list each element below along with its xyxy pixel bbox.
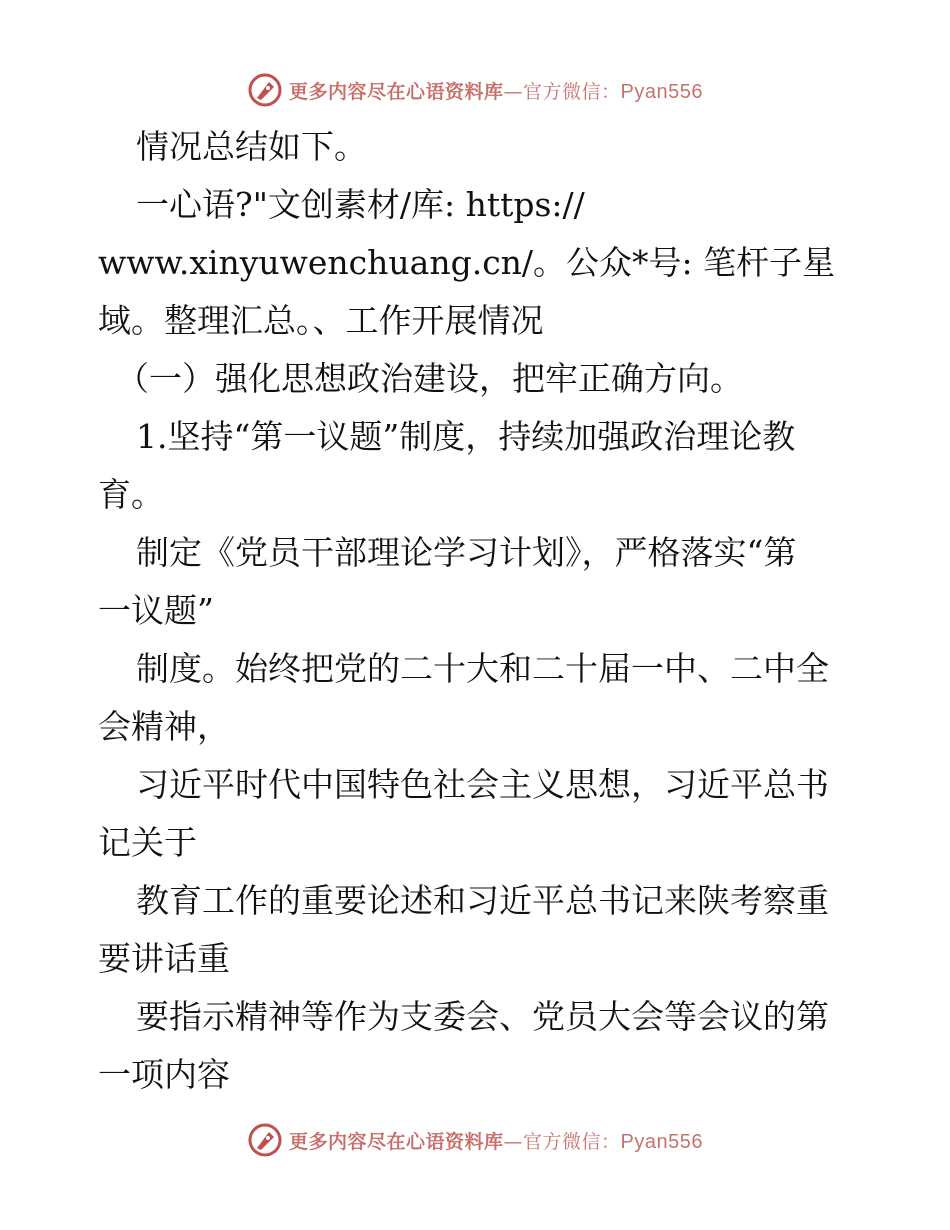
header-banner-dash: — xyxy=(503,80,524,103)
header-banner-id: Pyan556 xyxy=(620,80,703,103)
pen-nib-seal-icon xyxy=(247,72,283,108)
footer-banner-text xyxy=(289,1127,703,1154)
document-body xyxy=(98,118,858,1104)
doc-line: 要讲话重 xyxy=(98,939,230,978)
doc-line: 教育工作的重要论述和习近平总书记来陕考察重 xyxy=(136,881,829,920)
doc-line: 一心语?"文创素材/库: https:// xyxy=(136,185,585,224)
footer-banner-label: 官方微信： xyxy=(523,1130,621,1153)
header-banner-label: 官方微信： xyxy=(523,80,621,103)
doc-line: 习近平时代中国特色社会主义思想，习近平总书 xyxy=(136,765,829,804)
doc-line: www.xinyuwenchuang.cn/。公众*号: 笔杆子星 xyxy=(98,243,836,282)
pen-nib-seal-icon xyxy=(247,1122,283,1158)
footer-banner-main: 更多内容尽在心语资料库 xyxy=(289,1130,504,1153)
footer-banner xyxy=(0,1118,950,1162)
header-banner-text xyxy=(289,77,703,104)
header-banner-main: 更多内容尽在心语资料库 xyxy=(289,80,504,103)
doc-line: 育。 xyxy=(98,475,164,514)
doc-line: 要指示精神等作为支委会、党员大会等会议的第 xyxy=(136,997,829,1036)
doc-line: 1.坚持“第一议题”制度，持续加强政治理论教 xyxy=(136,417,796,456)
doc-line: 制度。始终把党的二十大和二十届一中、二中全 xyxy=(136,649,829,688)
doc-line: （一）强化思想政治建设，把牢正确方向。 xyxy=(116,359,743,398)
doc-line: 域。整理汇总。、工作开展情况 xyxy=(98,301,544,340)
doc-line: 一议题” xyxy=(98,591,214,630)
header-banner xyxy=(0,68,950,112)
doc-line: 一项内容 xyxy=(98,1055,230,1094)
footer-banner-id: Pyan556 xyxy=(620,1130,703,1153)
doc-line: 记关于 xyxy=(98,823,197,862)
doc-line: 会精神， xyxy=(98,707,230,746)
doc-line: 制定《党员干部理论学习计划》，严格落实“第 xyxy=(136,533,797,572)
doc-line: 情况总结如下。 xyxy=(136,127,367,166)
footer-banner-dash: — xyxy=(503,1130,524,1153)
